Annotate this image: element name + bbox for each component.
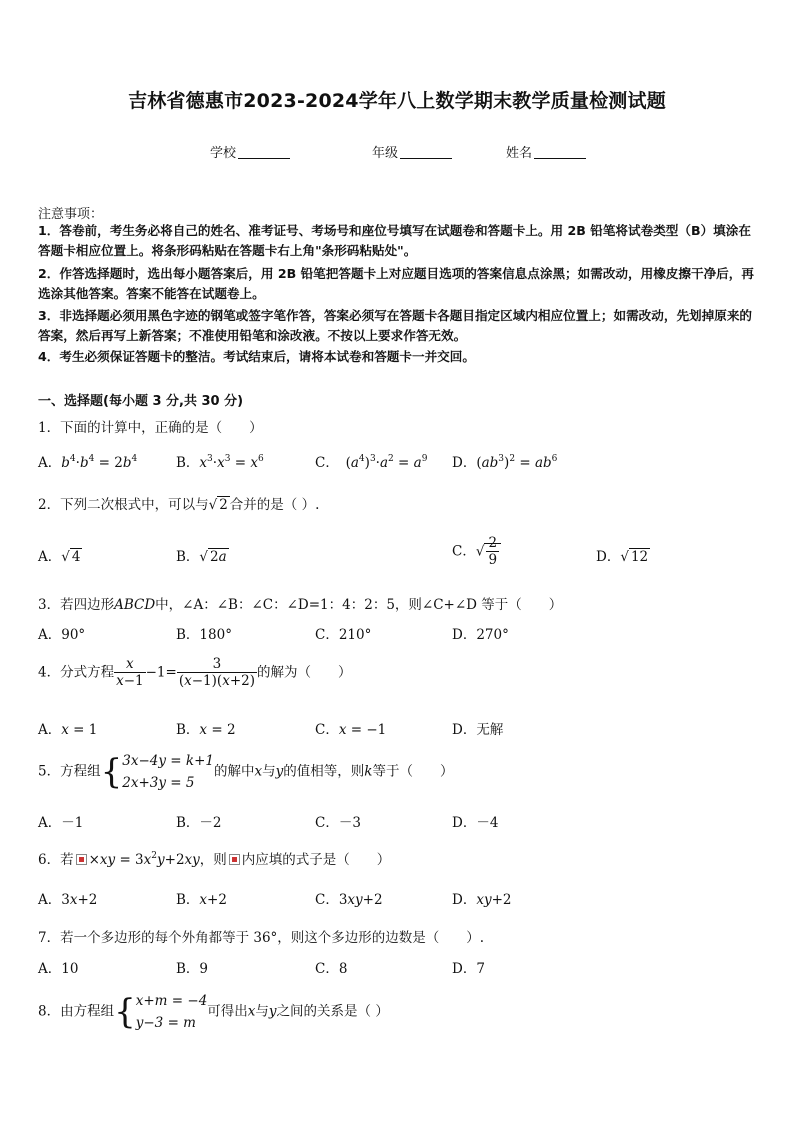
q7-option-c: C．8 xyxy=(315,961,348,977)
q3-option-c: C．210° xyxy=(315,627,372,643)
question-2-stem: 2．下列二次根式中，可以与√ 2 合并的是（ ）. xyxy=(38,497,320,513)
q5-option-a: A．－1 xyxy=(38,815,84,831)
page-title: 吉林省德惠市2023-2024学年八上数学期末教学质量检测试题 xyxy=(128,90,666,112)
notice-item-4: 4．考生必须保证答题卡的整洁。考试结束后，请将本试卷和答题卡一并交回。 xyxy=(38,349,475,364)
q2-option-c: C．√ $\frac{2}{9}$ xyxy=(452,535,501,569)
question-4-stem: 4．分式方程 $\frac{x}{x-1}$ −1= $\frac{3}{(x-1)(x+2)}$ 的解为（ ） xyxy=(38,656,352,689)
question-3-stem: 3．若四边形ABCD中，∠A：∠B：∠C：∠D=1：4：2：5，则∠C+∠D 等于（ ） xyxy=(38,597,563,613)
notice-item-1: 1．答卷前，考生务必将自己的姓名、准考证号、考场号和座位号填写在试题卷和答题卡上。用 2B 铅笔将试卷类型（B）填涂在答题卡相应位置上。将条形码粘贴在答题卡右上角"条形码粘贴处"。 xyxy=(38,223,751,258)
question-8-stem: 8．由方程组{x+m = −4 y−3 = m可得出x与y之间的关系是（ ） xyxy=(38,992,389,1032)
school-field: 学校 xyxy=(210,142,290,161)
q2-option-a: A．√ 4 xyxy=(38,549,81,565)
q7-option-b: B．9 xyxy=(176,961,209,977)
q6-option-b: B．x+2 xyxy=(176,892,227,908)
placeholder-box-icon xyxy=(229,854,240,865)
q1-option-a: A．$b^4\cdot b^4 = 2b^4$ xyxy=(38,454,138,471)
section-heading: 一、选择题(每小题 3 分,共 30 分) xyxy=(38,394,244,409)
q1-option-b: B．$x^3\cdot x^3 = x^6$ xyxy=(176,454,264,471)
q6-option-d: D．xy+2 xyxy=(452,892,512,908)
notice-item-3: 3．非选择题必须用黑色字迹的钢笔或签字笔作答，答案必须写在答题卡各题目指定区域内相应位置上；如需改动，先划掉原来的答案，然后再写上新答案；不准使用铅笔和涂改液。不按以上要求作答无效。 xyxy=(38,308,753,343)
placeholder-box-icon xyxy=(76,854,87,865)
q3-option-a: A．90° xyxy=(38,627,86,643)
q4-option-a: A．x = 1 xyxy=(38,722,98,738)
name-field: 姓名 xyxy=(506,142,586,161)
question-5-stem: 5．方程组{3x−4y = k+1 2x+3y = 5的解中x与y的值相等，则k等于（ ） xyxy=(38,752,454,792)
q5-option-c: C．－3 xyxy=(315,815,361,831)
q1-option-c: C． $(a^4)^3\cdot a^2 = a^9$ xyxy=(315,454,428,471)
q3-option-b: B．180° xyxy=(176,627,232,643)
q3-option-d: D．270° xyxy=(452,627,509,643)
q5-option-b: B．－2 xyxy=(176,815,222,831)
question-7-stem: 7．若一个多边形的每个外角都等于 36°，则这个多边形的边数是（ ）. xyxy=(38,930,485,946)
notice-item-2: 2．作答选择题时，选出每小题答案后，用 2B 铅笔把答题卡上对应题目选项的答案信息点涂黑；如需改动，用橡皮擦干净后，再选涂其他答案。答案不能答在试题卷上。 xyxy=(38,266,754,301)
question-1-stem: 1．下面的计算中，正确的是（ ） xyxy=(38,420,263,436)
q4-option-b: B．x = 2 xyxy=(176,722,236,738)
q5-option-d: D．－4 xyxy=(452,815,499,831)
q6-option-a: A．3x+2 xyxy=(38,892,98,908)
q1-option-d: D．$(ab^3)^2 = ab^6$ xyxy=(452,454,558,471)
q2-option-d: D．√ 12 xyxy=(596,549,649,565)
q4-option-c: C．x = −1 xyxy=(315,722,387,738)
q7-option-a: A．10 xyxy=(38,961,79,977)
q7-option-d: D．7 xyxy=(452,961,485,977)
notice-heading: 注意事项： xyxy=(38,207,104,222)
question-6-stem: 6．若 $\times xy = 3x^2y+2xy$，则 内应填的式子是（ ） xyxy=(38,851,391,868)
grade-field: 年级 xyxy=(372,142,452,161)
q4-option-d: D．无解 xyxy=(452,722,504,738)
q6-option-c: C．3xy+2 xyxy=(315,892,383,908)
q2-option-b: B．√ 2a xyxy=(176,549,227,565)
